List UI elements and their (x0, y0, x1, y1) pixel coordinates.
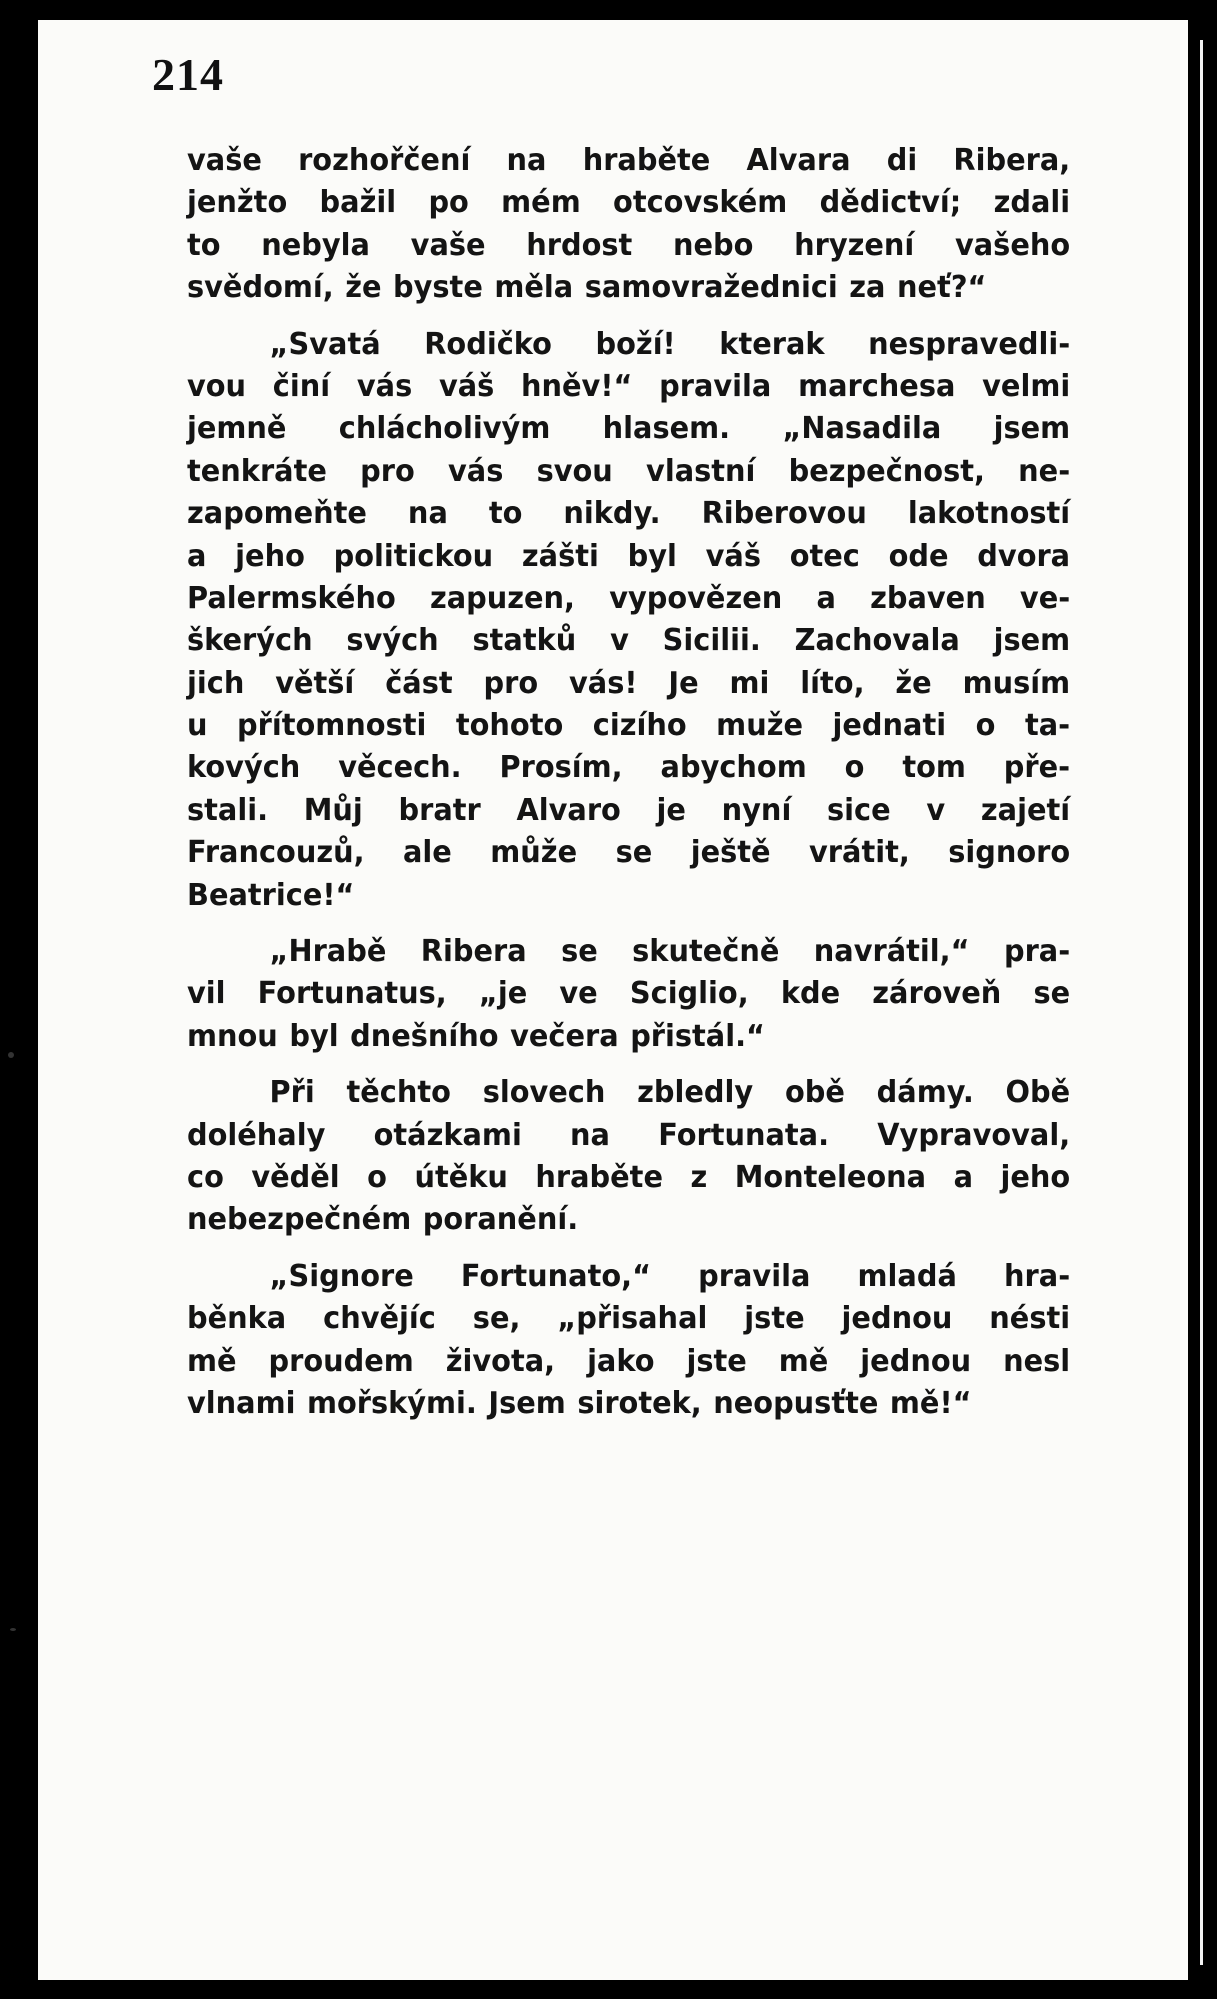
word: vrátit, (809, 835, 910, 871)
word: pravila (698, 1258, 811, 1294)
word: na (506, 143, 547, 178)
body-text (187, 140, 1070, 1425)
word: nikdy. (563, 496, 661, 532)
word: mořskými. (306, 1385, 477, 1421)
word: muže (716, 708, 804, 744)
word: se, (472, 1301, 521, 1337)
word: zášti (521, 538, 599, 574)
word: hněv!“ (521, 368, 633, 404)
word: doléhaly (187, 1117, 326, 1153)
word: na (570, 1117, 610, 1153)
word: vil (187, 976, 226, 1012)
word: tohoto (455, 708, 564, 744)
word: nebezpečném (187, 1202, 412, 1238)
word: skutečně (632, 934, 780, 970)
word: na (407, 496, 448, 532)
word: Vypravoval, (877, 1117, 1071, 1153)
word: o (975, 708, 996, 744)
word: líto, (800, 665, 865, 701)
word: pro (360, 453, 415, 489)
word: škerých (187, 623, 313, 659)
word: běnka (187, 1301, 287, 1337)
word: neť?“ (897, 270, 987, 306)
word: jednou (860, 1343, 972, 1379)
word: jsem (993, 623, 1071, 659)
margin-speck (8, 1052, 14, 1058)
word: zároveň (872, 976, 1002, 1012)
word: vás (356, 368, 413, 404)
word: tenkráte (187, 453, 327, 489)
word: musím (962, 665, 1071, 701)
word: byl (289, 1018, 339, 1054)
word: ode (888, 538, 949, 574)
word: svých (346, 623, 439, 659)
word: kterak (719, 326, 825, 362)
word: svou (536, 453, 613, 489)
word: byste (393, 270, 483, 306)
word: ještě (690, 835, 771, 871)
word: Jsem (488, 1385, 566, 1421)
word: jemně (187, 411, 287, 447)
word: stali. (187, 792, 269, 828)
word: a (816, 580, 836, 616)
page-number: 214 (152, 49, 224, 100)
text-line (187, 493, 1070, 535)
word: Fortunatus, (257, 976, 447, 1012)
text-line (187, 324, 1070, 366)
word: větší (275, 665, 355, 701)
word: bratr (398, 792, 481, 828)
word: pra- (1003, 934, 1071, 970)
word: signoro (948, 835, 1071, 871)
word: jako (587, 1343, 655, 1379)
word: že (345, 270, 382, 306)
word: mém (501, 185, 581, 221)
word: po (428, 185, 469, 221)
text-line (187, 1072, 1070, 1114)
word: u (187, 708, 208, 744)
word: „přisahal (557, 1301, 708, 1337)
word: proudem (268, 1343, 414, 1379)
word: mě (187, 1343, 237, 1379)
word: večera (510, 1018, 619, 1054)
word: „Hrabě (269, 934, 387, 970)
word: to (187, 227, 221, 263)
text-line (187, 620, 1070, 662)
word: za (849, 270, 886, 306)
page-edge-rule (1200, 40, 1203, 1965)
word: jeho (235, 538, 305, 574)
word: Při (269, 1075, 315, 1111)
word: dvora (977, 538, 1071, 574)
word: Riberovou (701, 496, 867, 532)
word: vypovězen (609, 580, 783, 616)
word: a (187, 538, 207, 574)
word: jich (187, 665, 245, 701)
word: Monteleona (734, 1159, 927, 1195)
word: mi (729, 665, 770, 701)
margin-speck (10, 1628, 16, 1631)
word: vaše (187, 143, 262, 178)
word: marchesa (798, 368, 956, 404)
word: může (490, 835, 578, 871)
text-line (187, 790, 1070, 832)
word: tom (902, 750, 966, 786)
text-line (187, 451, 1070, 493)
word: část (385, 665, 453, 701)
word: hlasem. (602, 411, 731, 447)
word: ve (559, 976, 598, 1012)
word: Obě (1005, 1075, 1071, 1111)
text-line (187, 1157, 1070, 1199)
word: vás (448, 453, 504, 489)
word: věcech. (338, 750, 462, 786)
word: zbaven (870, 580, 986, 616)
word: otec (789, 538, 860, 574)
word: měla (494, 270, 574, 306)
word: politickou (333, 538, 494, 574)
word: v (926, 792, 946, 828)
word: ta- (1024, 708, 1071, 744)
word: zapuzen, (429, 580, 576, 616)
word: to (488, 496, 523, 532)
word: z (690, 1159, 708, 1195)
text-line (187, 182, 1070, 224)
word: Sciglio, (629, 976, 749, 1012)
word: Palermského (187, 580, 396, 616)
word: nebo (672, 227, 754, 263)
word: velmi (982, 368, 1071, 404)
word: že (895, 665, 932, 701)
word: nebyla (261, 227, 370, 263)
word: vlnami (187, 1385, 296, 1421)
paragraph-gap (187, 1058, 1070, 1072)
word: di (886, 143, 918, 178)
text-line (187, 267, 1070, 309)
word: hraběte (535, 1159, 663, 1195)
word: ne- (1018, 453, 1071, 489)
word: sirotek, (577, 1385, 702, 1421)
text-line (187, 1115, 1070, 1157)
paragraph-gap (187, 310, 1070, 324)
word: Ribera (420, 934, 527, 970)
word: hrdost (526, 227, 633, 263)
word: jeho (1000, 1159, 1071, 1195)
word: váš (705, 538, 761, 574)
text-line (187, 1341, 1070, 1383)
text-line (187, 1016, 1070, 1058)
text-line (187, 973, 1070, 1015)
word: navrátil,“ (813, 934, 970, 970)
word: otázkami (373, 1117, 522, 1153)
word: hraběte (582, 143, 711, 178)
word: přítomnosti (237, 708, 427, 744)
word: ve- (1019, 580, 1071, 616)
word: statků (472, 623, 577, 659)
paragraph-gap (187, 1242, 1070, 1256)
word: v (610, 623, 629, 659)
word: Francouzů, (187, 835, 365, 871)
word: váš (438, 368, 495, 404)
word: je (656, 792, 686, 828)
word: zbledly (637, 1075, 754, 1111)
word: vašeho (954, 227, 1071, 263)
word: mladá (857, 1258, 957, 1294)
word: Fortunato,“ (460, 1258, 652, 1294)
text-line (187, 705, 1070, 747)
word: Alvaro (516, 792, 621, 828)
word: Prosím, (499, 750, 623, 786)
text-line (187, 1298, 1070, 1340)
text-line (187, 747, 1070, 789)
word: pro (483, 665, 539, 701)
word: boží! (595, 326, 676, 362)
word: Sicilii. (662, 623, 761, 659)
word: Beatrice!“ (187, 877, 355, 913)
word: těchto (346, 1075, 451, 1111)
word: jsem (993, 411, 1071, 447)
word: pravila (659, 368, 772, 404)
word: jednou (841, 1301, 953, 1337)
word: hryzení (794, 227, 915, 263)
text-line (187, 536, 1070, 578)
word: se (1033, 976, 1071, 1012)
word: vaše (410, 227, 486, 263)
word: samovražednici (584, 270, 838, 306)
word: života, (445, 1343, 556, 1379)
word: otcovském (613, 185, 788, 221)
word: vás! (569, 665, 638, 701)
text-line (187, 225, 1070, 267)
word: pře- (1003, 750, 1071, 786)
text-line (187, 1199, 1070, 1241)
word: mě (778, 1343, 829, 1379)
text-line (187, 931, 1070, 973)
word: činí (272, 368, 331, 404)
word: se (615, 835, 653, 871)
word: přistál.“ (630, 1018, 765, 1054)
word: mě!“ (889, 1385, 972, 1421)
word: se (561, 934, 598, 970)
word: zapomeňte (187, 496, 367, 532)
word: Zachovala (794, 623, 960, 659)
paragraph-gap (187, 917, 1070, 931)
word: bažil (319, 185, 397, 221)
word: „Signore (269, 1258, 414, 1294)
word: neopusťte (713, 1385, 879, 1421)
word: Rodičko (424, 326, 552, 362)
word: rozhořčení (298, 143, 471, 178)
word: slovech (482, 1075, 606, 1111)
word: nesl (1003, 1343, 1071, 1379)
word: sice (827, 792, 891, 828)
word: kových (187, 750, 301, 786)
text-line (187, 1256, 1070, 1298)
text-line (187, 663, 1070, 705)
word: jste (686, 1343, 747, 1379)
text-line (187, 578, 1070, 620)
word: poranění. (422, 1202, 579, 1238)
word: kde (780, 976, 841, 1012)
text-line (187, 832, 1070, 874)
word: jenžto (187, 185, 288, 221)
word: abychom (660, 750, 807, 786)
word: Můj (303, 792, 363, 828)
word: jste (744, 1301, 805, 1337)
word: nespravedli- (868, 326, 1071, 362)
word: Je (668, 665, 699, 701)
word: bezpečnost, (788, 453, 985, 489)
word: cizího (592, 708, 687, 744)
word: věděl (251, 1159, 340, 1195)
word: dnešního (350, 1018, 499, 1054)
word: byl (627, 538, 677, 574)
text-line (187, 366, 1070, 408)
word: chvějíc (323, 1301, 436, 1337)
word: Fortunata. (658, 1117, 830, 1153)
word: nyní (721, 792, 792, 828)
text-line (187, 875, 1070, 917)
word: „Svatá (269, 326, 381, 362)
word: „Nasadila (782, 411, 942, 447)
word: zdali (993, 185, 1071, 221)
word: „je (478, 976, 528, 1012)
word: mnou (187, 1018, 278, 1054)
word: hra- (1004, 1258, 1071, 1294)
word: útěku (414, 1159, 508, 1195)
text-line (187, 140, 1070, 182)
word: vlastní (646, 453, 756, 489)
word: o (367, 1159, 387, 1195)
word: zajetí (980, 792, 1071, 828)
text-line (187, 1383, 1070, 1425)
word: o (844, 750, 865, 786)
word: svědomí, (187, 270, 334, 306)
text-line (187, 408, 1070, 450)
word: dámy. (876, 1075, 974, 1111)
word: Ribera, (953, 143, 1071, 178)
word: co (187, 1159, 224, 1195)
word: vou (187, 368, 247, 404)
word: lakotností (907, 496, 1071, 532)
word: a (953, 1159, 974, 1195)
word: chlácholivým (338, 411, 551, 447)
word: obě (784, 1075, 845, 1111)
word: ale (403, 835, 452, 871)
word: jednati (832, 708, 947, 744)
word: nésti (989, 1301, 1071, 1337)
word: dědictví; (819, 185, 962, 221)
word: Alvara (746, 143, 851, 178)
